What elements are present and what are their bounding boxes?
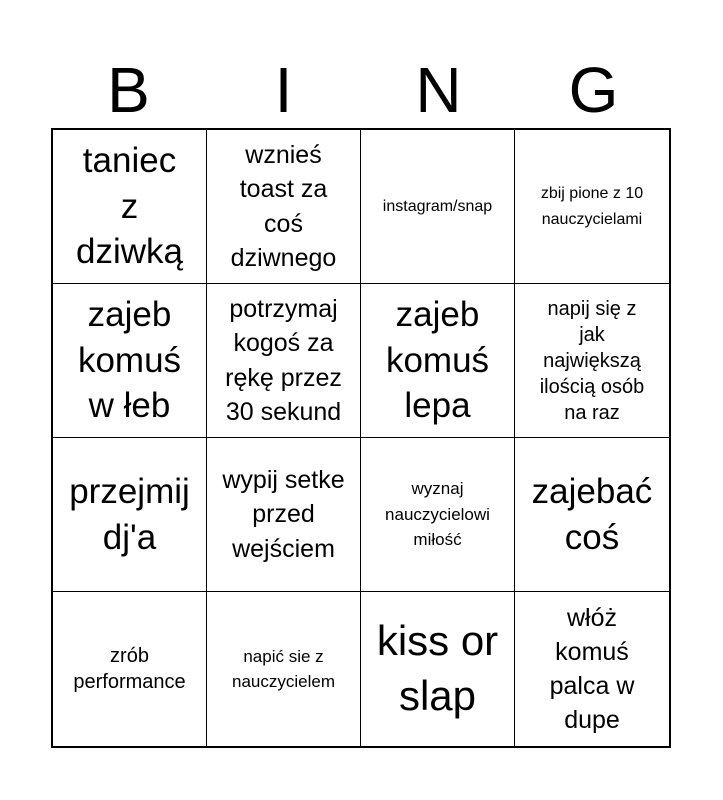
bingo-cell-r3c2[interactable]	[207, 438, 361, 592]
bingo-cell-r3c1[interactable]	[53, 438, 207, 592]
bingo-cell-text: wypij setke przed wejściem	[222, 466, 345, 563]
bingo-cell-text: zajebać coś	[531, 472, 653, 557]
bingo-cell-text: potrzymaj kogoś za rękę przez 30 sekund	[225, 295, 342, 426]
bingo-cell-r2c3[interactable]	[361, 284, 515, 438]
bingo-cell-r2c4[interactable]	[515, 284, 669, 438]
bingo-cell-text: napić sie z nauczycielem	[232, 646, 335, 691]
bingo-cell-text: zrób performance	[73, 645, 186, 693]
bingo-cell-text: napij się z jak największą ilością osób na raz	[539, 297, 645, 424]
bingo-cell-text: taniec z dziwką	[76, 141, 183, 272]
bingo-cell-text: wyznaj nauczycielowi miłość	[385, 479, 490, 550]
bingo-cell-text: zajeb komuś w łeb	[77, 295, 182, 426]
bingo-cell-text: przejmij dj'a	[69, 472, 190, 557]
bingo-header	[51, 52, 671, 128]
bingo-cell-text: włóż komuś palca w dupe	[549, 603, 635, 735]
bingo-cell-text: kiss or slap	[376, 617, 499, 719]
bingo-cell-r2c2[interactable]	[207, 284, 361, 438]
bingo-cell-text: zbij pione z 10 nauczycielami	[540, 184, 644, 228]
bingo-cell-r3c4[interactable]	[515, 438, 669, 592]
bingo-cell-r4c3[interactable]	[361, 592, 515, 746]
header-letter-g: G	[568, 54, 619, 126]
header-letter-n: N	[415, 54, 462, 126]
bingo-cell-r4c4[interactable]	[515, 592, 669, 746]
bingo-cell-text: wznieś toast za coś dziwnego	[230, 141, 337, 272]
bingo-cell-r3c3[interactable]	[361, 438, 515, 592]
bingo-cell-r1c3[interactable]	[361, 130, 515, 284]
bingo-cell-r4c2[interactable]	[207, 592, 361, 746]
bingo-cell-r4c1[interactable]	[53, 592, 207, 746]
bingo-cell-r2c1[interactable]	[53, 284, 207, 438]
bingo-cell-text: zajeb komuś lepa	[385, 295, 490, 426]
bingo-board	[51, 128, 671, 748]
bingo-cell-text: instagram/snap	[382, 197, 493, 215]
header-letter-i: I	[274, 54, 293, 126]
bingo-cell-r1c1[interactable]	[53, 130, 207, 284]
bingo-cell-r1c4[interactable]	[515, 130, 669, 284]
header-letter-b: B	[107, 54, 150, 126]
bingo-cell-r1c2[interactable]	[207, 130, 361, 284]
